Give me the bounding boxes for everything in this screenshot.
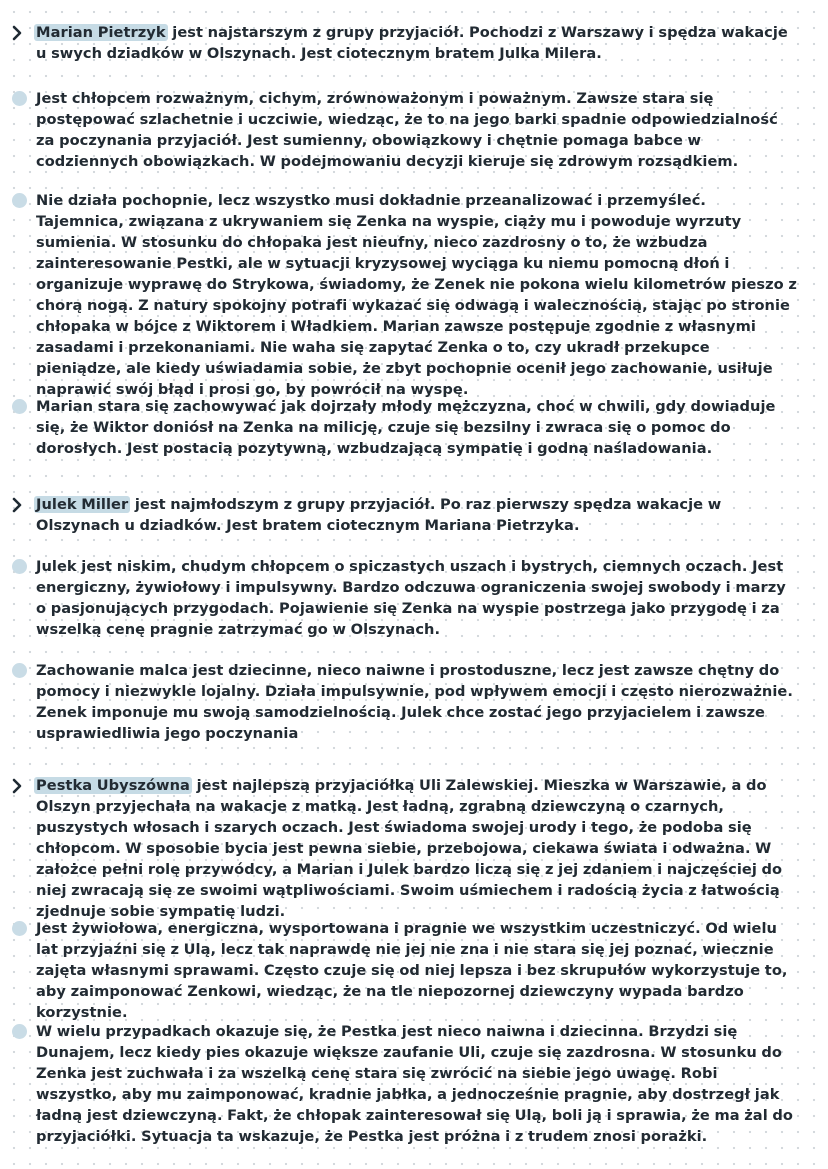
intro-text: jest najmłodszym z grupy przyjaciół. Po raz pierwszy spędza wakacje w Olszynach u dziadków. Jest bratem ciotecznym Mariana Pietrzyka. <box>36 496 722 534</box>
section-marian-intro <box>36 22 798 64</box>
character-name: Marian Pietrzyk <box>36 24 166 41</box>
bullet-dot-icon <box>12 663 27 678</box>
section-pestka-paragraph-1 <box>36 918 798 1023</box>
section-marian-paragraph-3 <box>36 396 798 459</box>
paragraph-text: Jest chłopcem rozważnym, cichym, zrównoważonym i poważnym. Zawsze stara się postępować szlachetnie i uczciwie, wiedząc, że to na jego barki spadnie odpowiedzialność za poczynania przyjaciół. Jest sumienny, obowiązkowy i chętnie pomaga babce w codziennych obowiązkach. W podejmowaniu decyzji kieruje się zdrowym rozsądkiem. <box>36 90 778 170</box>
chevron-right-icon <box>10 778 24 794</box>
section-marian-paragraph-2 <box>36 190 798 400</box>
character-name: Julek Miller <box>36 496 129 513</box>
chevron-right-icon <box>10 497 24 513</box>
section-julek-paragraph-2 <box>36 660 798 744</box>
intro-text: jest najlepszą przyjaciółką Uli Zalewskiej. Mieszka w Warszawie, a do Olszyn przyjechała na wakacje z matką. Jest ładną, zgrabną dziewczyną o czarnych, puszystych włosach i szarych oczach. Jest świadoma swojej urody i tego, że podoba się chłopcom. W sposobie bycia jest pewna siebie, przebojowa, ciekawa świata i odważna. W założce pełni rolę przywódcy, a Marian i Julek bardzo liczą się z jej zdaniem i najczęściej do niej zwracają się ze swoimi wątpliwościami. Swoim uśmiechem i radością życia z łatwością zjednuje sobie sympatię ludzi. <box>36 777 783 920</box>
bullet-dot-icon <box>12 91 27 106</box>
paragraph-text: Nie działa pochopnie, lecz wszystko musi dokładnie przeanalizować i przemyśleć. Tajemnica, związana z ukrywaniem się Zenka na wyspie, ciąży mu i powoduje wyrzuty sumienia. W stosunku do chłopaka jest nieufny, nieco zazdrosny o to, że wzbudza zainteresowanie Pestki, ale w sytuacji kryzysowej wyciąga ku niemu pomocną dłoń i organizuje wyprawę do Strykowa, świadomy, że Zenek nie pokona wielu kilometrów pieszo z chorą nogą. Z natury spokojny potrafi wykazać się odwagą i walecznością, stając po stronie chłopaka w bójce z Wiktorem i Władkiem. Marian zawsze postępuje zgodnie z własnymi zasadami i przekonaniami. Nie waha się zapytać Zenka o to, czy ukradł przekupce pieniądze, ale kiedy uświadamia sobie, że zbyt pochopnie ocenił jego zachowanie, usiłuje naprawić swój błąd i prosi go, by powrócił na wyspę. <box>36 192 797 398</box>
bullet-dot-icon <box>12 399 27 414</box>
bullet-dot-icon <box>12 559 27 574</box>
section-julek-intro <box>36 494 798 536</box>
bullet-dot-icon <box>12 193 27 208</box>
paragraph-text: W wielu przypadkach okazuje się, że Pestka jest nieco naiwna i dziecinna. Brzydzi się Dunajem, lecz kiedy pies okazuje większe zaufanie Uli, czuje się zazdrosna. W stosunku do Zenka jest zuchwała i za wszelką cenę stara się zwrócić na siebie jego uwagę. Robi wszystko, aby mu zaimponować, kradnie jabłka, a jednocześnie pragnie, aby dostrzegł jak ładną jest dziewczyną. Fakt, że chłopak zainteresował się Ulą, boli ją i sprawia, że ma żal do przyjaciółki. Sytuacja ta wskazuje, że Pestka jest próżna i z trudem znosi porażki. <box>36 1023 793 1145</box>
section-julek-paragraph-1 <box>36 556 798 640</box>
paragraph-text: Zachowanie malca jest dziecinne, nieco naiwne i prostoduszne, lecz jest zawsze chętny do pomocy i niezwykle lojalny. Działa impulsywnie, pod wpływem emocji i często nierozważnie. Zenek imponuje mu swoją samodzielnością. Julek chce zostać jego przyjacielem i zawsze usprawiedliwia jego poczynania <box>36 662 793 742</box>
paragraph-text: Julek jest niskim, chudym chłopcem o spiczastych uszach i bystrych, ciemnych oczach. Jest energiczny, żywiołowy i impulsywny. Bardzo odczuwa ograniczenia swojej swobody i marzy o pasjonujących przygodach. Pojawienie się Zenka na wyspie postrzega jako przygodę i za wszelką cenę pragnie zatrzymać go w Olszynach. <box>36 558 786 638</box>
chevron-right-icon <box>10 25 24 41</box>
section-pestka-intro <box>36 775 798 922</box>
bullet-dot-icon <box>12 921 27 936</box>
paragraph-text: Marian stara się zachowywać jak dojrzały młody mężczyzna, choć w chwili, gdy dowiaduje się, że Wiktor doniósł na Zenka na milicję, czuje się bezsilny i zwraca się o pomoc do dorosłych. Jest postacią pozytywną, wzbudzającą sympatię i godną naśladowania. <box>36 398 776 457</box>
section-pestka-paragraph-2 <box>36 1021 798 1147</box>
section-marian-paragraph-1 <box>36 88 798 172</box>
bullet-dot-icon <box>12 1024 27 1039</box>
paragraph-text: Jest żywiołowa, energiczna, wysportowana i pragnie we wszystkim uczestniczyć. Od wielu lat przyjaźni się z Ulą, lecz tak naprawdę nie jej nie zna i nie stara się jej poznać, wiecznie zajęta własnymi sprawami. Często czuje się od niej lepsza i bez skrupułów wykorzystuje to, aby zaimponować Zenkowi, wiedząc, że na tle niepozornej dziewczyny wypada bardzo korzystnie. <box>36 920 788 1021</box>
character-name: Pestka Ubyszówna <box>36 777 190 794</box>
intro-text: jest najstarszym z grupy przyjaciół. Pochodzi z Warszawy i spędza wakacje u swych dziadków w Olszynach. Jest ciotecznym bratem Julka Milera. <box>36 24 788 62</box>
